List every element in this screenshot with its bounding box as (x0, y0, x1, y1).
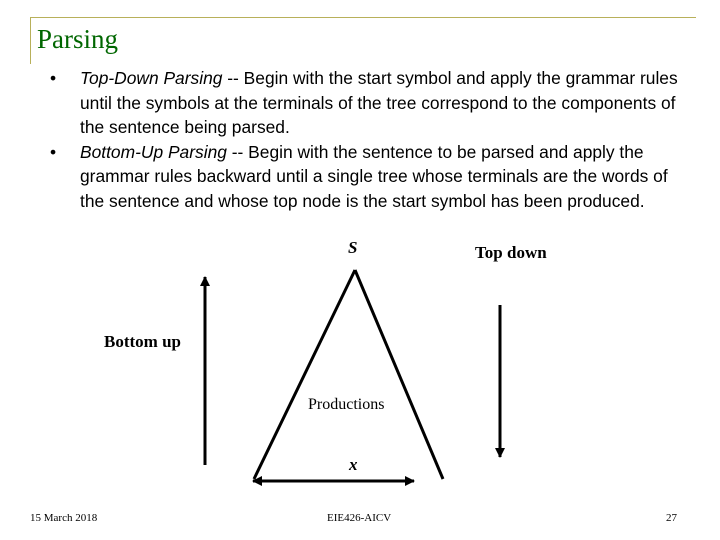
bottom-up-label: Bottom up (104, 332, 181, 351)
bullet-description: -- Begin with the start symbol and apply the grammar rules until the symbols at the terminals of the tree correspond to the components of the sentence being parsed. (80, 68, 678, 137)
bullet-description: -- Begin with the sentence to be parsed and apply the grammar rules backward until a single tree whose terminals are the words of the sentence and whose top node is the start symbol has been produced. (80, 141, 668, 211)
footer-course: EIE426-AICV (327, 512, 392, 524)
footer-date: 15 March 2018 (30, 512, 98, 524)
bullet-term: Bottom-Up Parsing (80, 141, 227, 162)
start-symbol-label: S (348, 238, 358, 257)
bullet-marker: • (50, 68, 57, 88)
tree-right-edge (355, 270, 443, 479)
sentence-label: x (349, 455, 358, 474)
footer-page-number: 27 (666, 512, 677, 524)
tree-left-edge (254, 270, 355, 479)
slide-title: Parsing (37, 24, 118, 54)
top-down-label: Top down (475, 243, 547, 262)
productions-label: Productions (308, 396, 385, 413)
bullet-marker: • (50, 141, 57, 162)
bullet-term: Top-Down Parsing (80, 68, 223, 88)
